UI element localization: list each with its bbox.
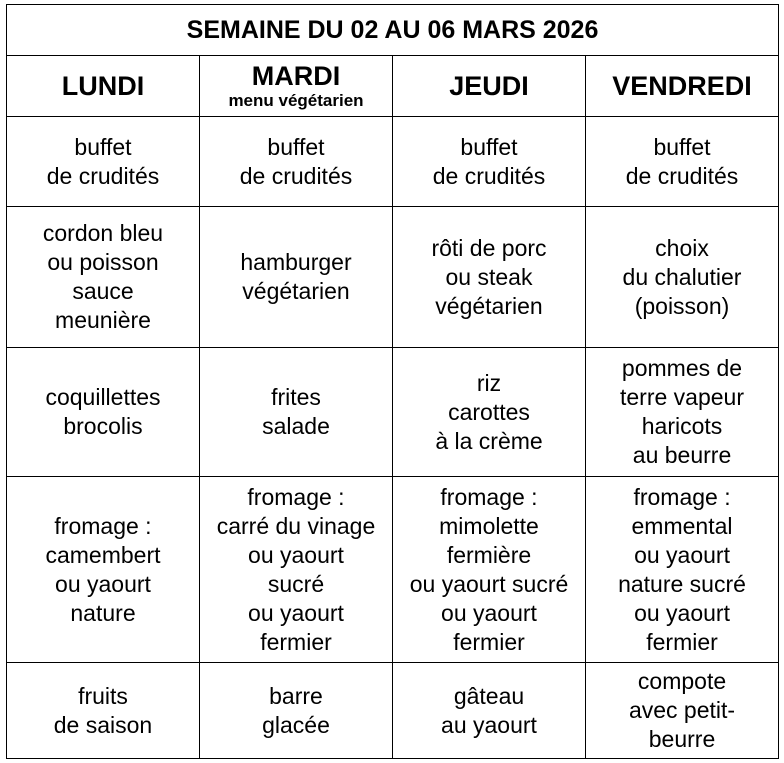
dish-cell-lundi xyxy=(7,663,200,759)
dish-cell-jeudi xyxy=(393,663,586,759)
days-header-row xyxy=(7,56,779,117)
dish-line: ou yaourt xyxy=(634,599,730,626)
day-header-jeudi xyxy=(393,56,586,117)
dish-line: camembert xyxy=(45,541,161,568)
dish-line: mimolette xyxy=(439,512,539,539)
dish-line: végétarien xyxy=(242,278,350,304)
dish-line: frites xyxy=(271,384,321,410)
day-header-mardi xyxy=(200,56,393,117)
dish-line: fermière xyxy=(446,541,532,568)
dish-line: terre vapeur xyxy=(620,384,745,410)
dish-line: fromage : xyxy=(633,483,731,510)
dish-line: fromage : xyxy=(54,512,152,539)
dish-line: de saison xyxy=(53,711,153,738)
day-name: LUNDI xyxy=(61,70,145,101)
dairy-row xyxy=(7,477,779,663)
dish-line: buffet xyxy=(74,133,132,160)
dish-line: à la crème xyxy=(435,427,543,454)
dish-line: carré du vinage xyxy=(216,512,376,539)
dish-line: barre xyxy=(269,682,323,709)
title-row xyxy=(7,5,779,56)
dish-cell-mardi xyxy=(200,207,393,348)
main-dish-row xyxy=(7,207,779,348)
dish-line: beurre xyxy=(648,726,716,752)
dish-line: haricots xyxy=(641,413,723,439)
dish-cell-lundi xyxy=(7,348,200,477)
dish-line: buffet xyxy=(267,133,325,160)
day-header-lundi xyxy=(7,56,200,117)
side-dish-row xyxy=(7,348,779,477)
dish-cell-lundi xyxy=(7,477,200,663)
day-subtitle: menu végétarien xyxy=(228,91,364,110)
weekly-menu-table xyxy=(6,4,779,759)
menu-body xyxy=(7,117,779,759)
dish-line: carottes xyxy=(448,398,530,425)
dish-line: du chalutier xyxy=(622,263,742,290)
dish-line: nature sucré xyxy=(618,570,746,597)
dish-line: de crudités xyxy=(625,162,739,189)
dish-line: (poisson) xyxy=(634,292,730,319)
dish-line: fruits xyxy=(78,682,128,709)
dish-line: sucré xyxy=(267,570,325,597)
dish-cell-jeudi xyxy=(393,117,586,207)
dish-line: coquillettes xyxy=(45,384,161,410)
dish-line: fromage : xyxy=(247,483,345,510)
dish-line: ou yaourt xyxy=(248,599,344,626)
starter-row xyxy=(7,117,779,207)
dish-line: brocolis xyxy=(63,413,143,439)
dish-line: ou yaourt xyxy=(634,541,730,568)
dish-cell-vendredi xyxy=(586,207,779,348)
dish-line: meunière xyxy=(55,307,151,333)
dish-cell-mardi xyxy=(200,663,393,759)
dish-line: avec petit- xyxy=(628,697,736,723)
dish-line: rôti de porc xyxy=(431,234,547,261)
dish-cell-mardi xyxy=(200,477,393,663)
dish-cell-jeudi xyxy=(393,348,586,477)
dish-line: glacée xyxy=(262,711,330,738)
dish-line: de crudités xyxy=(432,162,546,189)
dish-line: hamburger xyxy=(240,249,352,275)
dish-cell-jeudi xyxy=(393,477,586,663)
dish-line: au yaourt xyxy=(441,711,537,738)
day-header-vendredi xyxy=(586,56,779,117)
dish-line: salade xyxy=(262,413,330,439)
dish-cell-lundi xyxy=(7,117,200,207)
dish-line: de crudités xyxy=(239,162,353,189)
dish-line: emmental xyxy=(631,512,733,539)
dish-cell-jeudi xyxy=(393,207,586,348)
dish-line: riz xyxy=(476,369,502,396)
dish-line: buffet xyxy=(653,133,711,160)
dish-cell-lundi xyxy=(7,207,200,348)
dessert-row xyxy=(7,663,779,759)
dish-cell-vendredi xyxy=(586,663,779,759)
dish-cell-vendredi xyxy=(586,117,779,207)
dish-line: ou yaourt sucré xyxy=(409,570,569,597)
dish-line: pommes de xyxy=(621,355,743,381)
day-name: JEUDI xyxy=(449,70,529,101)
dish-line: fermier xyxy=(453,628,525,655)
dish-cell-vendredi xyxy=(586,348,779,477)
dish-line: fermier xyxy=(646,628,718,655)
dish-line: ou steak xyxy=(445,263,533,290)
dish-cell-mardi xyxy=(200,348,393,477)
dish-line: fermier xyxy=(260,628,332,655)
dish-line: compote xyxy=(637,668,727,694)
dish-line: au beurre xyxy=(632,442,732,468)
dish-line: ou yaourt xyxy=(55,570,151,597)
dish-line: nature xyxy=(70,599,136,626)
dish-line: ou poisson xyxy=(47,249,159,275)
day-name: VENDREDI xyxy=(612,70,752,101)
dish-line: buffet xyxy=(460,133,518,160)
dish-line: ou yaourt xyxy=(248,541,344,568)
menu-title: SEMAINE DU 02 AU 06 MARS 2026 xyxy=(7,5,779,56)
dish-line: fromage : xyxy=(440,483,538,510)
dish-cell-mardi xyxy=(200,117,393,207)
dish-line: sauce xyxy=(72,278,134,304)
day-name: MARDI xyxy=(251,61,341,91)
dish-line: choix xyxy=(655,234,709,261)
dish-line: ou yaourt xyxy=(441,599,537,626)
dish-line: cordon bleu xyxy=(42,220,164,246)
dish-cell-vendredi xyxy=(586,477,779,663)
dish-line: gâteau xyxy=(453,682,525,709)
dish-line: de crudités xyxy=(46,162,160,189)
dish-line: végétarien xyxy=(435,292,543,319)
